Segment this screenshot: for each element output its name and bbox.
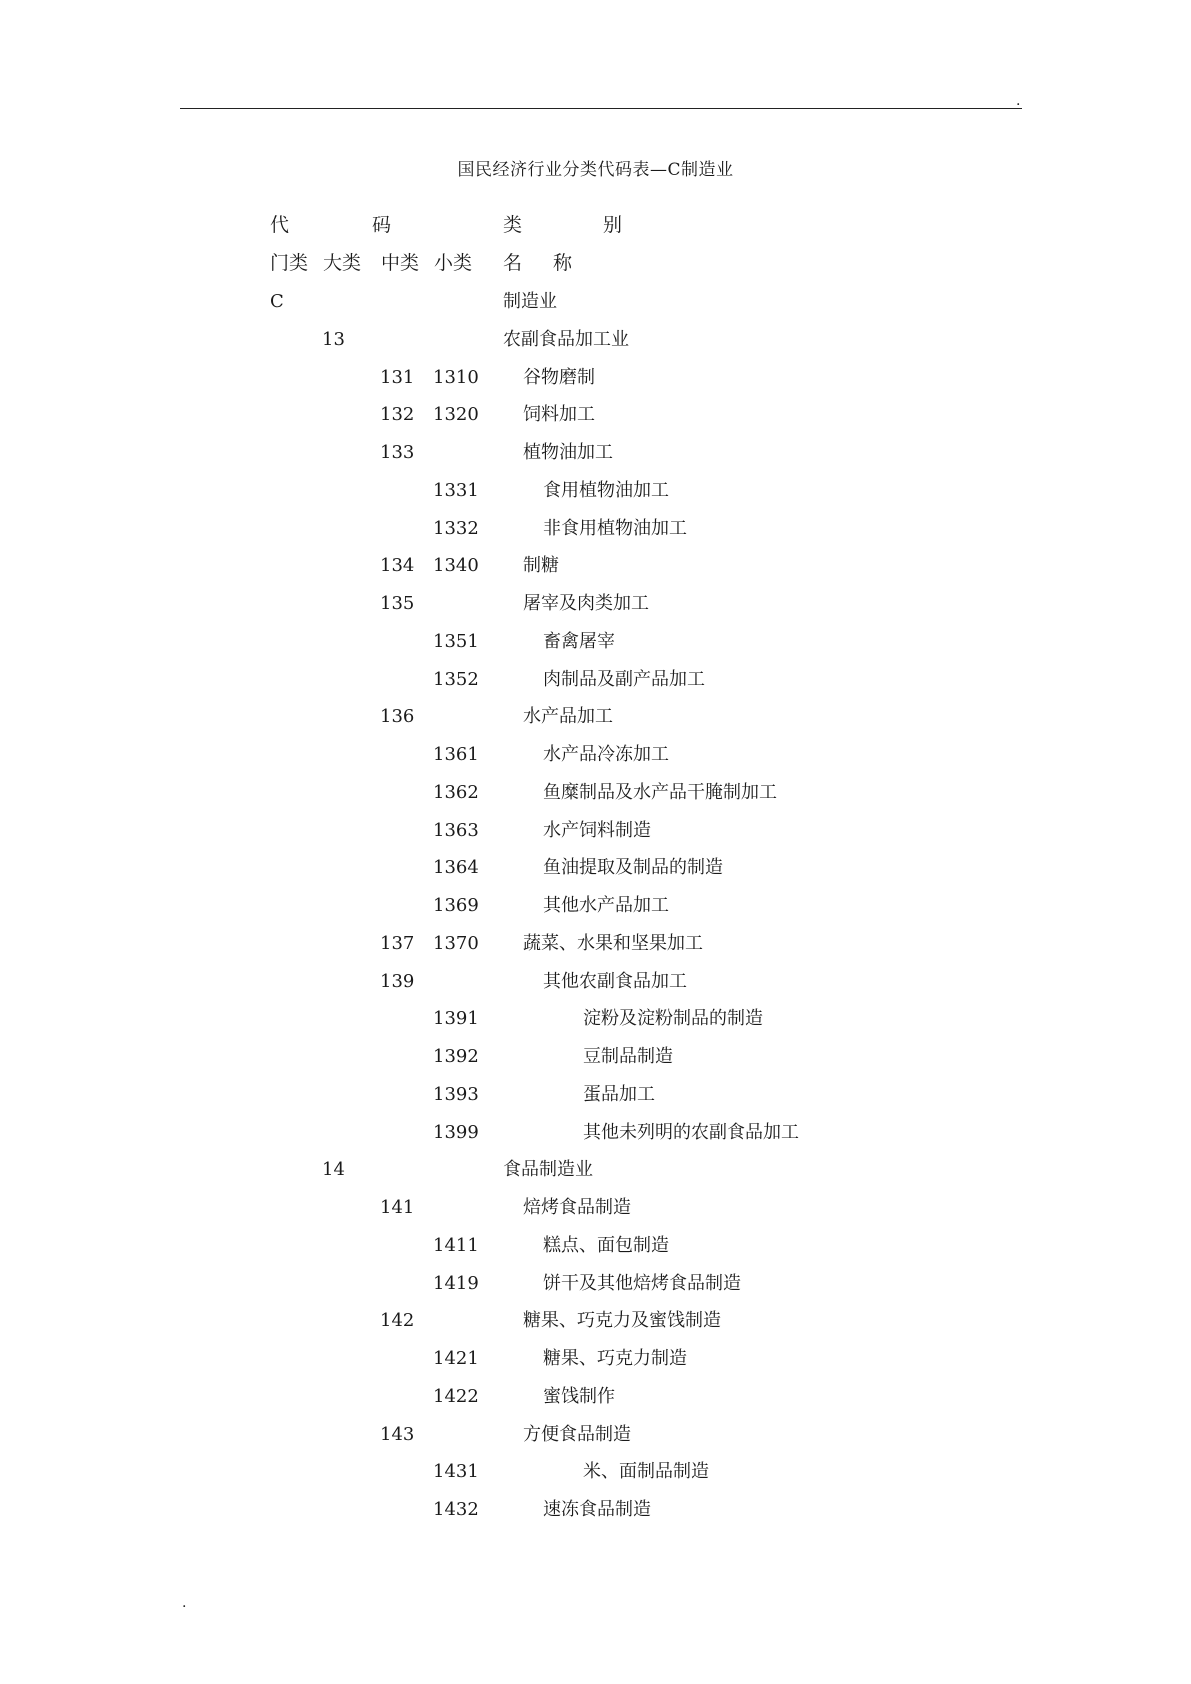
code-xiao: 1352 (433, 668, 479, 690)
category-name: 食用植物油加工 (543, 479, 669, 501)
col-zhong-header: 中类 (381, 252, 420, 274)
code-da: 13 (322, 328, 345, 350)
code-xiao: 1432 (433, 1499, 479, 1520)
table-row (0, 1499, 1191, 1529)
code-xiao: 1421 (433, 1348, 479, 1369)
col-xiao-header: 小类 (434, 252, 473, 274)
category-name: 畜禽屠宰 (543, 630, 615, 652)
top-page-mark: . (1016, 93, 1021, 109)
bottom-page-mark: . (182, 1595, 187, 1611)
code-zhong: 143 (380, 1423, 415, 1445)
table-row (0, 933, 1191, 963)
table-row (0, 1159, 1191, 1189)
category-name: 淀粉及淀粉制品的制造 (583, 1008, 763, 1030)
table-row (0, 1008, 1191, 1038)
category-name: 水产品加工 (523, 706, 613, 728)
table-row (0, 442, 1191, 472)
code-da: 14 (322, 1159, 345, 1181)
table-row (0, 291, 1191, 321)
code-xiao: 1351 (433, 630, 479, 652)
code-zhong: 132 (380, 404, 415, 426)
table-row (0, 1273, 1191, 1303)
category-name: 水产饲料制造 (543, 819, 651, 841)
code-xiao: 1419 (433, 1272, 479, 1294)
table-row (0, 1386, 1191, 1416)
table-row (0, 669, 1191, 699)
code-xiao: 1391 (433, 1008, 479, 1030)
table-row (0, 1197, 1191, 1227)
category-name: 米、面制品制造 (583, 1461, 709, 1483)
col-name-header-1: 名 (503, 252, 523, 274)
category-name: 蜜饯制作 (543, 1385, 615, 1407)
col-name-header-2: 称 (553, 252, 573, 274)
table-row (0, 329, 1191, 359)
code-xiao: 1411 (433, 1234, 479, 1256)
code-xiao: 1340 (433, 555, 479, 577)
table-row (0, 555, 1191, 585)
code-zhong: 137 (380, 932, 415, 954)
category-name: 食品制造业 (503, 1159, 593, 1181)
category-name: 方便食品制造 (523, 1423, 631, 1445)
table-row (0, 1235, 1191, 1265)
code-xiao: 1363 (433, 819, 479, 841)
code-zhong: 135 (380, 593, 415, 614)
code-zhong: 133 (380, 442, 415, 463)
table-row (0, 744, 1191, 774)
category-name: 制糖 (523, 555, 559, 577)
category-name: 水产品冷冻加工 (543, 744, 669, 765)
page-title: 国民经济行业分类代码表—C制造业 (457, 160, 734, 180)
code-men: C (270, 291, 284, 312)
code-zhong: 131 (380, 366, 415, 388)
table-row (0, 1122, 1191, 1152)
category-name: 其他水产品加工 (543, 895, 669, 916)
code-zhong: 136 (380, 706, 415, 728)
category-name: 蔬菜、水果和坚果加工 (523, 932, 703, 954)
code-xiao: 1331 (433, 479, 479, 501)
code-label-dai: 代 (270, 214, 290, 236)
col-men-header: 门类 (270, 252, 309, 274)
table-row (0, 1046, 1191, 1076)
code-xiao: 1422 (433, 1385, 479, 1407)
code-xiao: 1320 (433, 404, 479, 426)
table-row (0, 631, 1191, 661)
code-xiao: 1399 (433, 1121, 479, 1143)
table-row (0, 706, 1191, 736)
col-da-header: 大类 (323, 252, 362, 274)
code-zhong: 139 (380, 970, 415, 992)
table-row (0, 895, 1191, 925)
table-row (0, 1084, 1191, 1114)
table-row (0, 1310, 1191, 1340)
category-name: 鱼糜制品及水产品干腌制加工 (543, 781, 777, 803)
code-xiao: 1310 (433, 366, 479, 388)
code-xiao: 1364 (433, 857, 479, 879)
category-name: 肉制品及副产品加工 (543, 668, 705, 690)
table-row (0, 971, 1191, 1001)
code-xiao: 1370 (433, 932, 479, 954)
category-name: 农副食品加工业 (503, 328, 629, 350)
category-name: 饲料加工 (523, 404, 595, 426)
code-xiao: 1362 (433, 781, 479, 803)
category-name: 饼干及其他焙烤食品制造 (543, 1272, 741, 1294)
category-name: 屠宰及肉类加工 (523, 593, 649, 614)
table-row (0, 782, 1191, 812)
code-zhong: 134 (380, 555, 415, 577)
table-row (0, 857, 1191, 887)
category-name: 制造业 (503, 291, 557, 312)
category-name: 蛋品加工 (583, 1083, 655, 1105)
category-name: 谷物磨制 (523, 366, 595, 388)
table-row (0, 518, 1191, 548)
table-row (0, 1461, 1191, 1491)
category-name: 鱼油提取及制品的制造 (543, 857, 723, 879)
code-label-ma: 码 (372, 214, 392, 236)
table-row (0, 820, 1191, 850)
table-row (0, 1348, 1191, 1378)
category-name: 其他未列明的农副食品加工 (583, 1121, 799, 1143)
code-zhong: 141 (380, 1197, 415, 1218)
category-label-bie: 别 (603, 214, 623, 236)
table-row (0, 1424, 1191, 1454)
code-xiao: 1361 (433, 744, 479, 765)
category-name: 糕点、面包制造 (543, 1234, 669, 1256)
table-row (0, 480, 1191, 510)
table-row (0, 367, 1191, 397)
code-xiao: 1431 (433, 1461, 479, 1483)
category-name: 植物油加工 (523, 442, 613, 463)
code-xiao: 1369 (433, 895, 479, 916)
category-name: 非食用植物油加工 (543, 517, 687, 539)
code-zhong: 142 (380, 1310, 415, 1332)
category-name: 糖果、巧克力及蜜饯制造 (523, 1310, 721, 1332)
category-label-lei: 类 (503, 214, 523, 236)
category-name: 糖果、巧克力制造 (543, 1348, 687, 1369)
category-name: 其他农副食品加工 (543, 970, 687, 992)
code-xiao: 1393 (433, 1083, 479, 1105)
table-row (0, 404, 1191, 434)
header-rule (180, 108, 1022, 109)
code-xiao: 1332 (433, 517, 479, 539)
category-name: 速冻食品制造 (543, 1499, 651, 1520)
category-name: 焙烤食品制造 (523, 1197, 631, 1218)
table-row (0, 593, 1191, 623)
code-xiao: 1392 (433, 1046, 479, 1067)
category-name: 豆制品制造 (583, 1046, 673, 1067)
